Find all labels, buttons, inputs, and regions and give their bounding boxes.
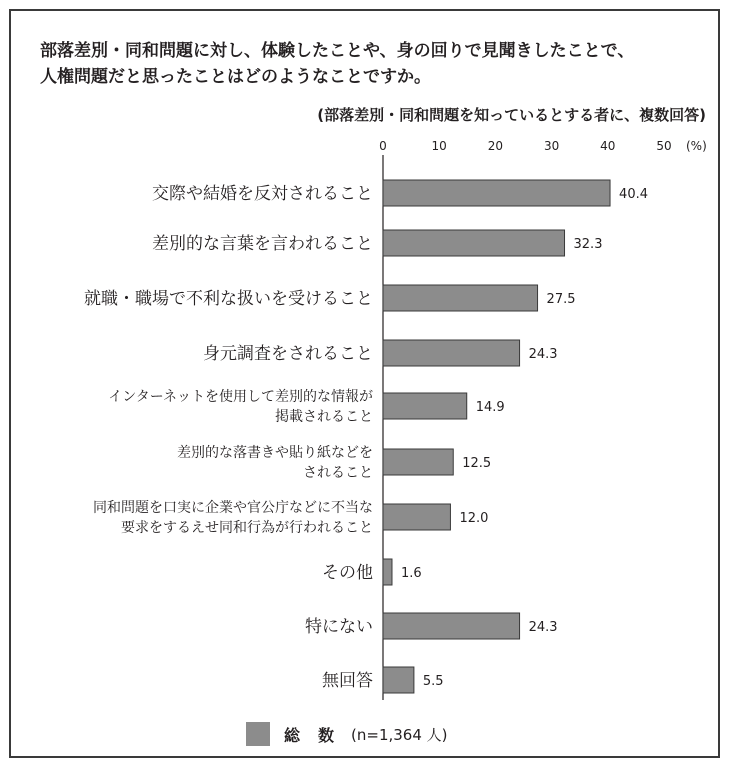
x-tick-label: 20 bbox=[487, 139, 504, 153]
x-tick-label: 50 bbox=[656, 139, 672, 153]
category-label: インターネットを使用して差別的な情報が bbox=[108, 389, 373, 405]
chart-legend bbox=[246, 720, 448, 748]
category-label: 差別的な落書きや貼り紙などを bbox=[177, 445, 373, 461]
x-unit-label: (%) bbox=[686, 139, 707, 153]
bar-value-label: 27.5 bbox=[546, 292, 576, 307]
category-label: 就職・職場で不利な扱いを受けること bbox=[84, 289, 373, 309]
bar bbox=[383, 613, 520, 639]
bar-value-label: 14.9 bbox=[475, 400, 505, 415]
category-label: 同和問題を口実に企業や官公庁などに不当な bbox=[93, 500, 373, 516]
title-line-2: 人権問題だと思ったことはどのようなことですか。 bbox=[40, 67, 431, 87]
bar bbox=[383, 504, 450, 530]
bar bbox=[383, 285, 538, 311]
category-label: 掲載されること bbox=[275, 409, 373, 425]
x-tick-label: 40 bbox=[600, 139, 616, 153]
bar bbox=[383, 230, 565, 256]
category-label: 身元調査をされること bbox=[203, 344, 373, 364]
bar-value-label: 5.5 bbox=[422, 674, 444, 689]
bar bbox=[383, 340, 520, 366]
category-label: 差別的な言葉を言われること bbox=[152, 234, 373, 254]
bar-value-label: 24.3 bbox=[528, 347, 558, 362]
bar-value-label: 24.3 bbox=[528, 620, 558, 635]
category-label: 無回答 bbox=[322, 671, 373, 691]
bar-value-label: 40.4 bbox=[619, 187, 649, 202]
title-line-1: 部落差別・同和問題に対し、体験したことや、身の回りで見聞きしたことで、 bbox=[40, 41, 635, 61]
category-label: 交際や結婚を反対されること bbox=[152, 184, 373, 204]
bar-value-label: 12.5 bbox=[462, 456, 492, 471]
bar bbox=[383, 393, 467, 419]
x-tick-label: 30 bbox=[543, 139, 560, 153]
x-tick-label: 0 bbox=[379, 139, 387, 153]
bar-value-label: 32.3 bbox=[573, 237, 603, 252]
category-label: 特にない bbox=[305, 617, 373, 637]
bar bbox=[383, 667, 414, 693]
category-label: 要求をするえせ同和行為が行われること bbox=[121, 520, 373, 536]
category-label: その他 bbox=[322, 563, 373, 583]
bar bbox=[383, 559, 392, 585]
bar bbox=[383, 449, 453, 475]
x-tick-label: 10 bbox=[431, 139, 447, 153]
legend-swatch bbox=[246, 722, 270, 746]
bar bbox=[383, 180, 610, 206]
bar-value-label: 1.6 bbox=[400, 566, 422, 581]
legend-series-label: 総 数 bbox=[284, 725, 336, 745]
category-label: されること bbox=[303, 465, 373, 481]
legend-sample-size: (n=1,364 人) bbox=[351, 725, 448, 744]
bar-value-label: 12.0 bbox=[459, 511, 489, 526]
chart-subtitle: (部落差別・同和問題を知っているとする者に、複数回答) bbox=[317, 106, 706, 124]
